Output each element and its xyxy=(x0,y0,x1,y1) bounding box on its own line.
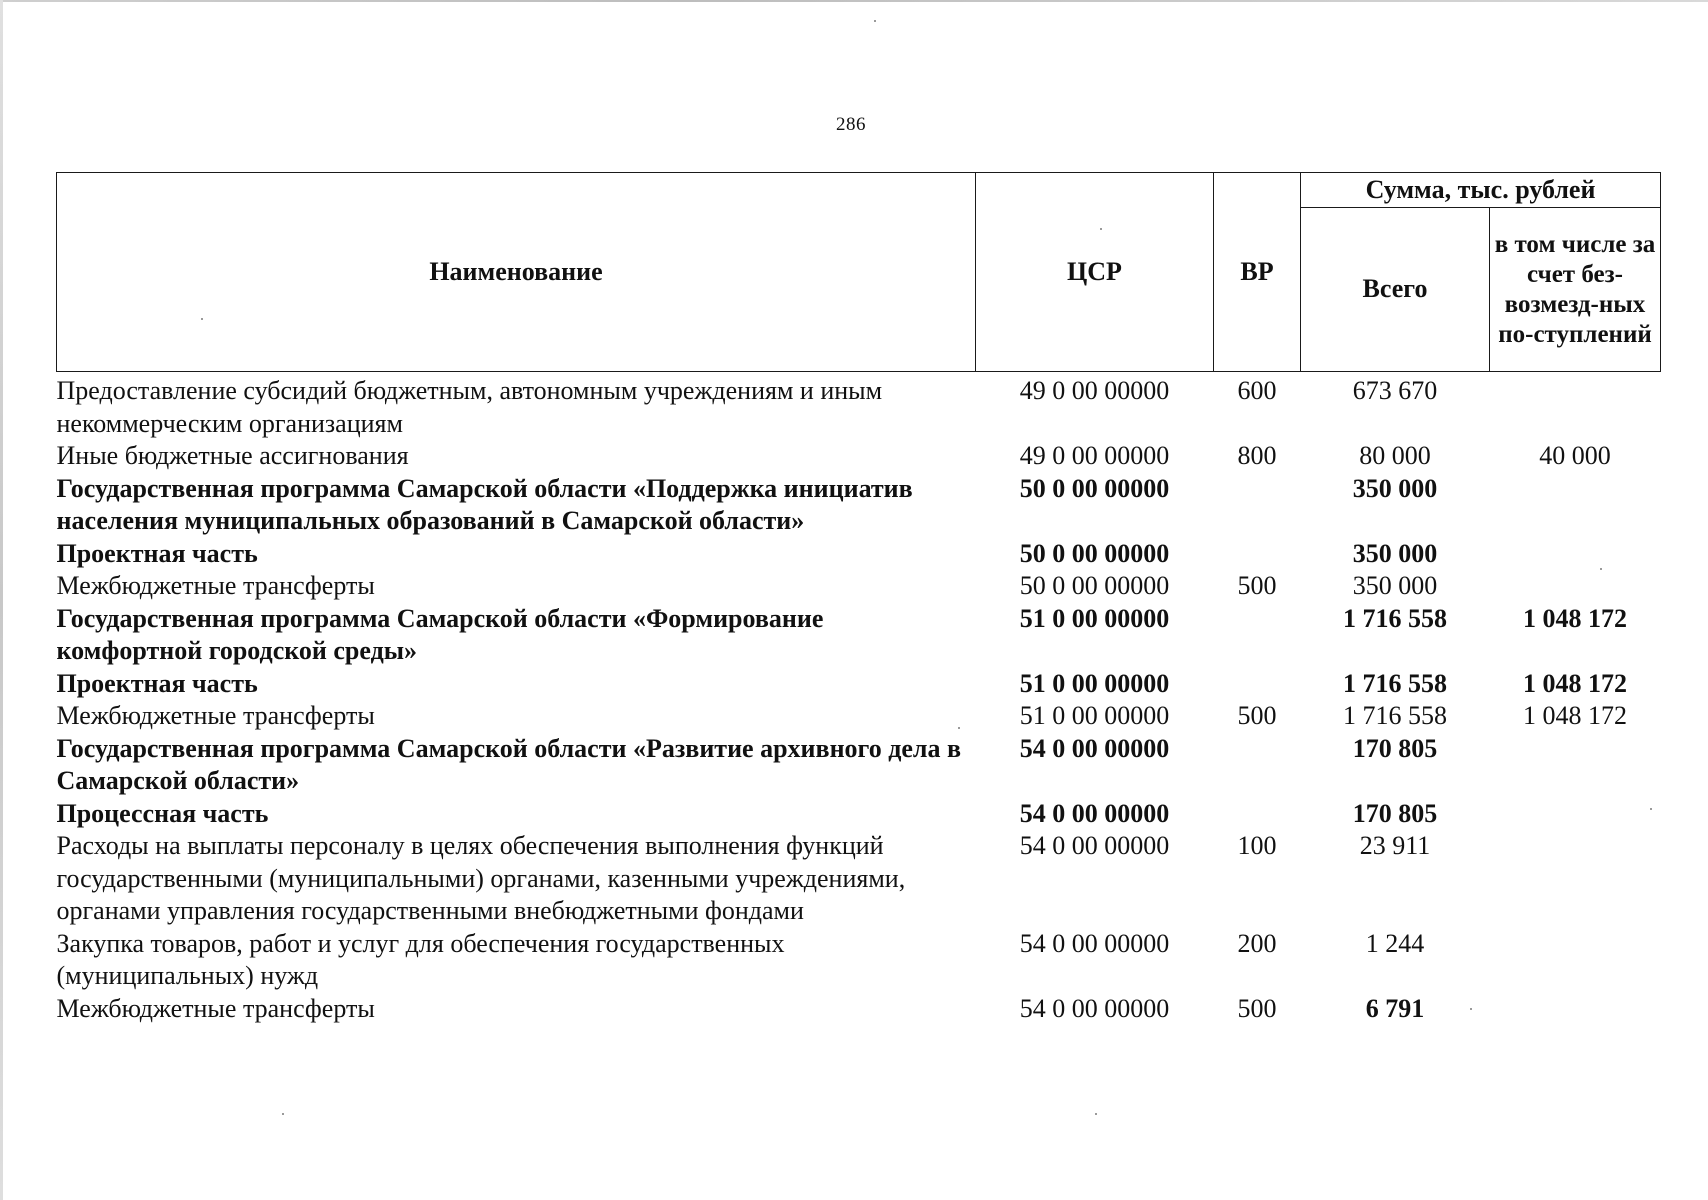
row-csr: 54 0 00 00000 xyxy=(1019,993,1170,1023)
scan-speck xyxy=(282,1113,284,1115)
table-row xyxy=(57,700,1661,733)
row-vr xyxy=(1214,538,1301,571)
row-free: 1 048 172 xyxy=(1523,603,1627,633)
table-body xyxy=(57,372,1661,1026)
scan-top-edge xyxy=(0,0,1708,2)
table-row xyxy=(57,733,1661,798)
scan-speck xyxy=(958,727,960,729)
scan-speck xyxy=(1600,568,1602,570)
table-row xyxy=(57,440,1661,473)
row-name: Межбюджетные трансферты xyxy=(56,993,375,1023)
table-header xyxy=(57,173,1661,372)
header-sum: Сумма, тыс. рублей xyxy=(1301,173,1661,208)
row-free xyxy=(1490,733,1661,798)
row-csr: 51 0 00 00000 xyxy=(1019,701,1170,730)
row-csr: 50 0 00 00000 xyxy=(1019,571,1170,600)
row-vr: 500 xyxy=(1237,701,1277,730)
table-row xyxy=(57,570,1661,603)
row-total: 1 716 558 xyxy=(1343,603,1447,633)
row-vr: 100 xyxy=(1237,831,1277,860)
row-name: Государственная программа Самарской области «Формирование комфортной городской среды» xyxy=(56,603,824,665)
row-name: Межбюджетные трансферты xyxy=(56,571,375,600)
row-total: 350 000 xyxy=(1352,571,1438,600)
row-total: 350 000 xyxy=(1352,473,1438,503)
row-total: 1 716 558 xyxy=(1343,668,1447,698)
row-vr: 200 xyxy=(1237,928,1277,958)
table-row xyxy=(57,603,1661,668)
row-free xyxy=(1490,993,1661,1026)
row-total: 1 244 xyxy=(1365,928,1425,958)
table-row xyxy=(57,993,1661,1026)
row-name: Расходы на выплаты персоналу в целях обеспечения выполнения функций государственными (муниципальными) органами, казенными учреждениями, органами управления государственными внебюджетными фондами xyxy=(56,831,906,925)
row-vr xyxy=(1214,668,1301,701)
header-vr: ВР xyxy=(1214,173,1301,372)
table-row xyxy=(57,372,1661,441)
row-free xyxy=(1490,798,1661,831)
row-csr: 51 0 00 00000 xyxy=(1019,603,1170,633)
row-vr: 500 xyxy=(1237,571,1277,600)
table-row xyxy=(57,830,1661,928)
scan-left-edge xyxy=(0,0,3,1200)
header-total: Всего xyxy=(1301,208,1490,372)
row-total: 673 670 xyxy=(1352,376,1438,405)
scan-speck xyxy=(1100,228,1102,230)
row-total: 170 805 xyxy=(1352,733,1438,763)
table-row xyxy=(57,668,1661,701)
row-free xyxy=(1490,928,1661,993)
row-free xyxy=(1490,473,1661,538)
row-csr: 54 0 00 00000 xyxy=(1019,733,1170,763)
row-free: 1 048 172 xyxy=(1523,668,1627,698)
row-name: Государственная программа Самарской области «Поддержка инициатив населения муниципальных образований в Самарской области» xyxy=(56,473,913,535)
table-row xyxy=(57,538,1661,571)
row-free xyxy=(1490,570,1661,603)
header-free: в том числе за счет без-возмезд-ных по-ступлений xyxy=(1490,208,1661,372)
row-total: 170 805 xyxy=(1352,798,1438,828)
row-total: 6 791 xyxy=(1365,993,1425,1023)
row-name: Закупка товаров, работ и услуг для обеспечения государственных (муниципальных) нужд xyxy=(56,928,785,990)
table-row xyxy=(57,798,1661,831)
row-name: Проектная часть xyxy=(56,668,258,698)
row-csr: 51 0 00 00000 xyxy=(1019,668,1170,698)
row-name: Проектная часть xyxy=(56,538,258,568)
row-vr xyxy=(1214,798,1301,831)
row-vr: 500 xyxy=(1237,993,1277,1023)
row-free xyxy=(1490,538,1661,571)
row-vr xyxy=(1214,603,1301,668)
header-csr: ЦСР xyxy=(976,173,1214,372)
row-vr xyxy=(1214,473,1301,538)
row-name: Предоставление субсидий бюджетным, автономным учреждениям и иным некоммерческим организациям xyxy=(56,376,883,438)
row-free xyxy=(1490,372,1661,441)
row-csr: 54 0 00 00000 xyxy=(1019,798,1170,828)
row-total: 80 000 xyxy=(1359,441,1431,470)
page-number: 286 xyxy=(836,114,866,135)
row-total: 1 716 558 xyxy=(1343,701,1447,730)
row-vr xyxy=(1214,733,1301,798)
table-row xyxy=(57,928,1661,993)
scan-speck xyxy=(874,20,876,22)
row-name: Процессная часть xyxy=(56,798,269,828)
row-name: Межбюджетные трансферты xyxy=(56,701,375,730)
row-total: 350 000 xyxy=(1352,538,1438,568)
scan-speck xyxy=(1650,808,1652,810)
row-vr: 800 xyxy=(1237,441,1277,470)
header-name: Наименование xyxy=(57,173,976,372)
row-free xyxy=(1490,830,1661,928)
row-csr: 50 0 00 00000 xyxy=(1019,473,1170,503)
scan-speck xyxy=(1095,1113,1097,1115)
row-csr: 49 0 00 00000 xyxy=(1019,441,1170,470)
table-row xyxy=(57,473,1661,538)
scan-speck xyxy=(201,318,203,320)
row-name: Государственная программа Самарской области «Развитие архивного дела в Самарской области» xyxy=(56,733,962,795)
row-csr: 54 0 00 00000 xyxy=(1019,831,1170,860)
row-csr: 54 0 00 00000 xyxy=(1019,928,1170,958)
row-free: 40 000 xyxy=(1539,441,1611,470)
row-total: 23 911 xyxy=(1359,831,1431,860)
row-csr: 49 0 00 00000 xyxy=(1019,376,1170,405)
row-csr: 50 0 00 00000 xyxy=(1019,538,1170,568)
scan-speck xyxy=(1470,1008,1472,1010)
row-name: Иные бюджетные ассигнования xyxy=(56,441,409,470)
budget-table xyxy=(56,172,1661,1025)
row-vr: 600 xyxy=(1237,376,1277,405)
row-free: 1 048 172 xyxy=(1523,701,1627,730)
